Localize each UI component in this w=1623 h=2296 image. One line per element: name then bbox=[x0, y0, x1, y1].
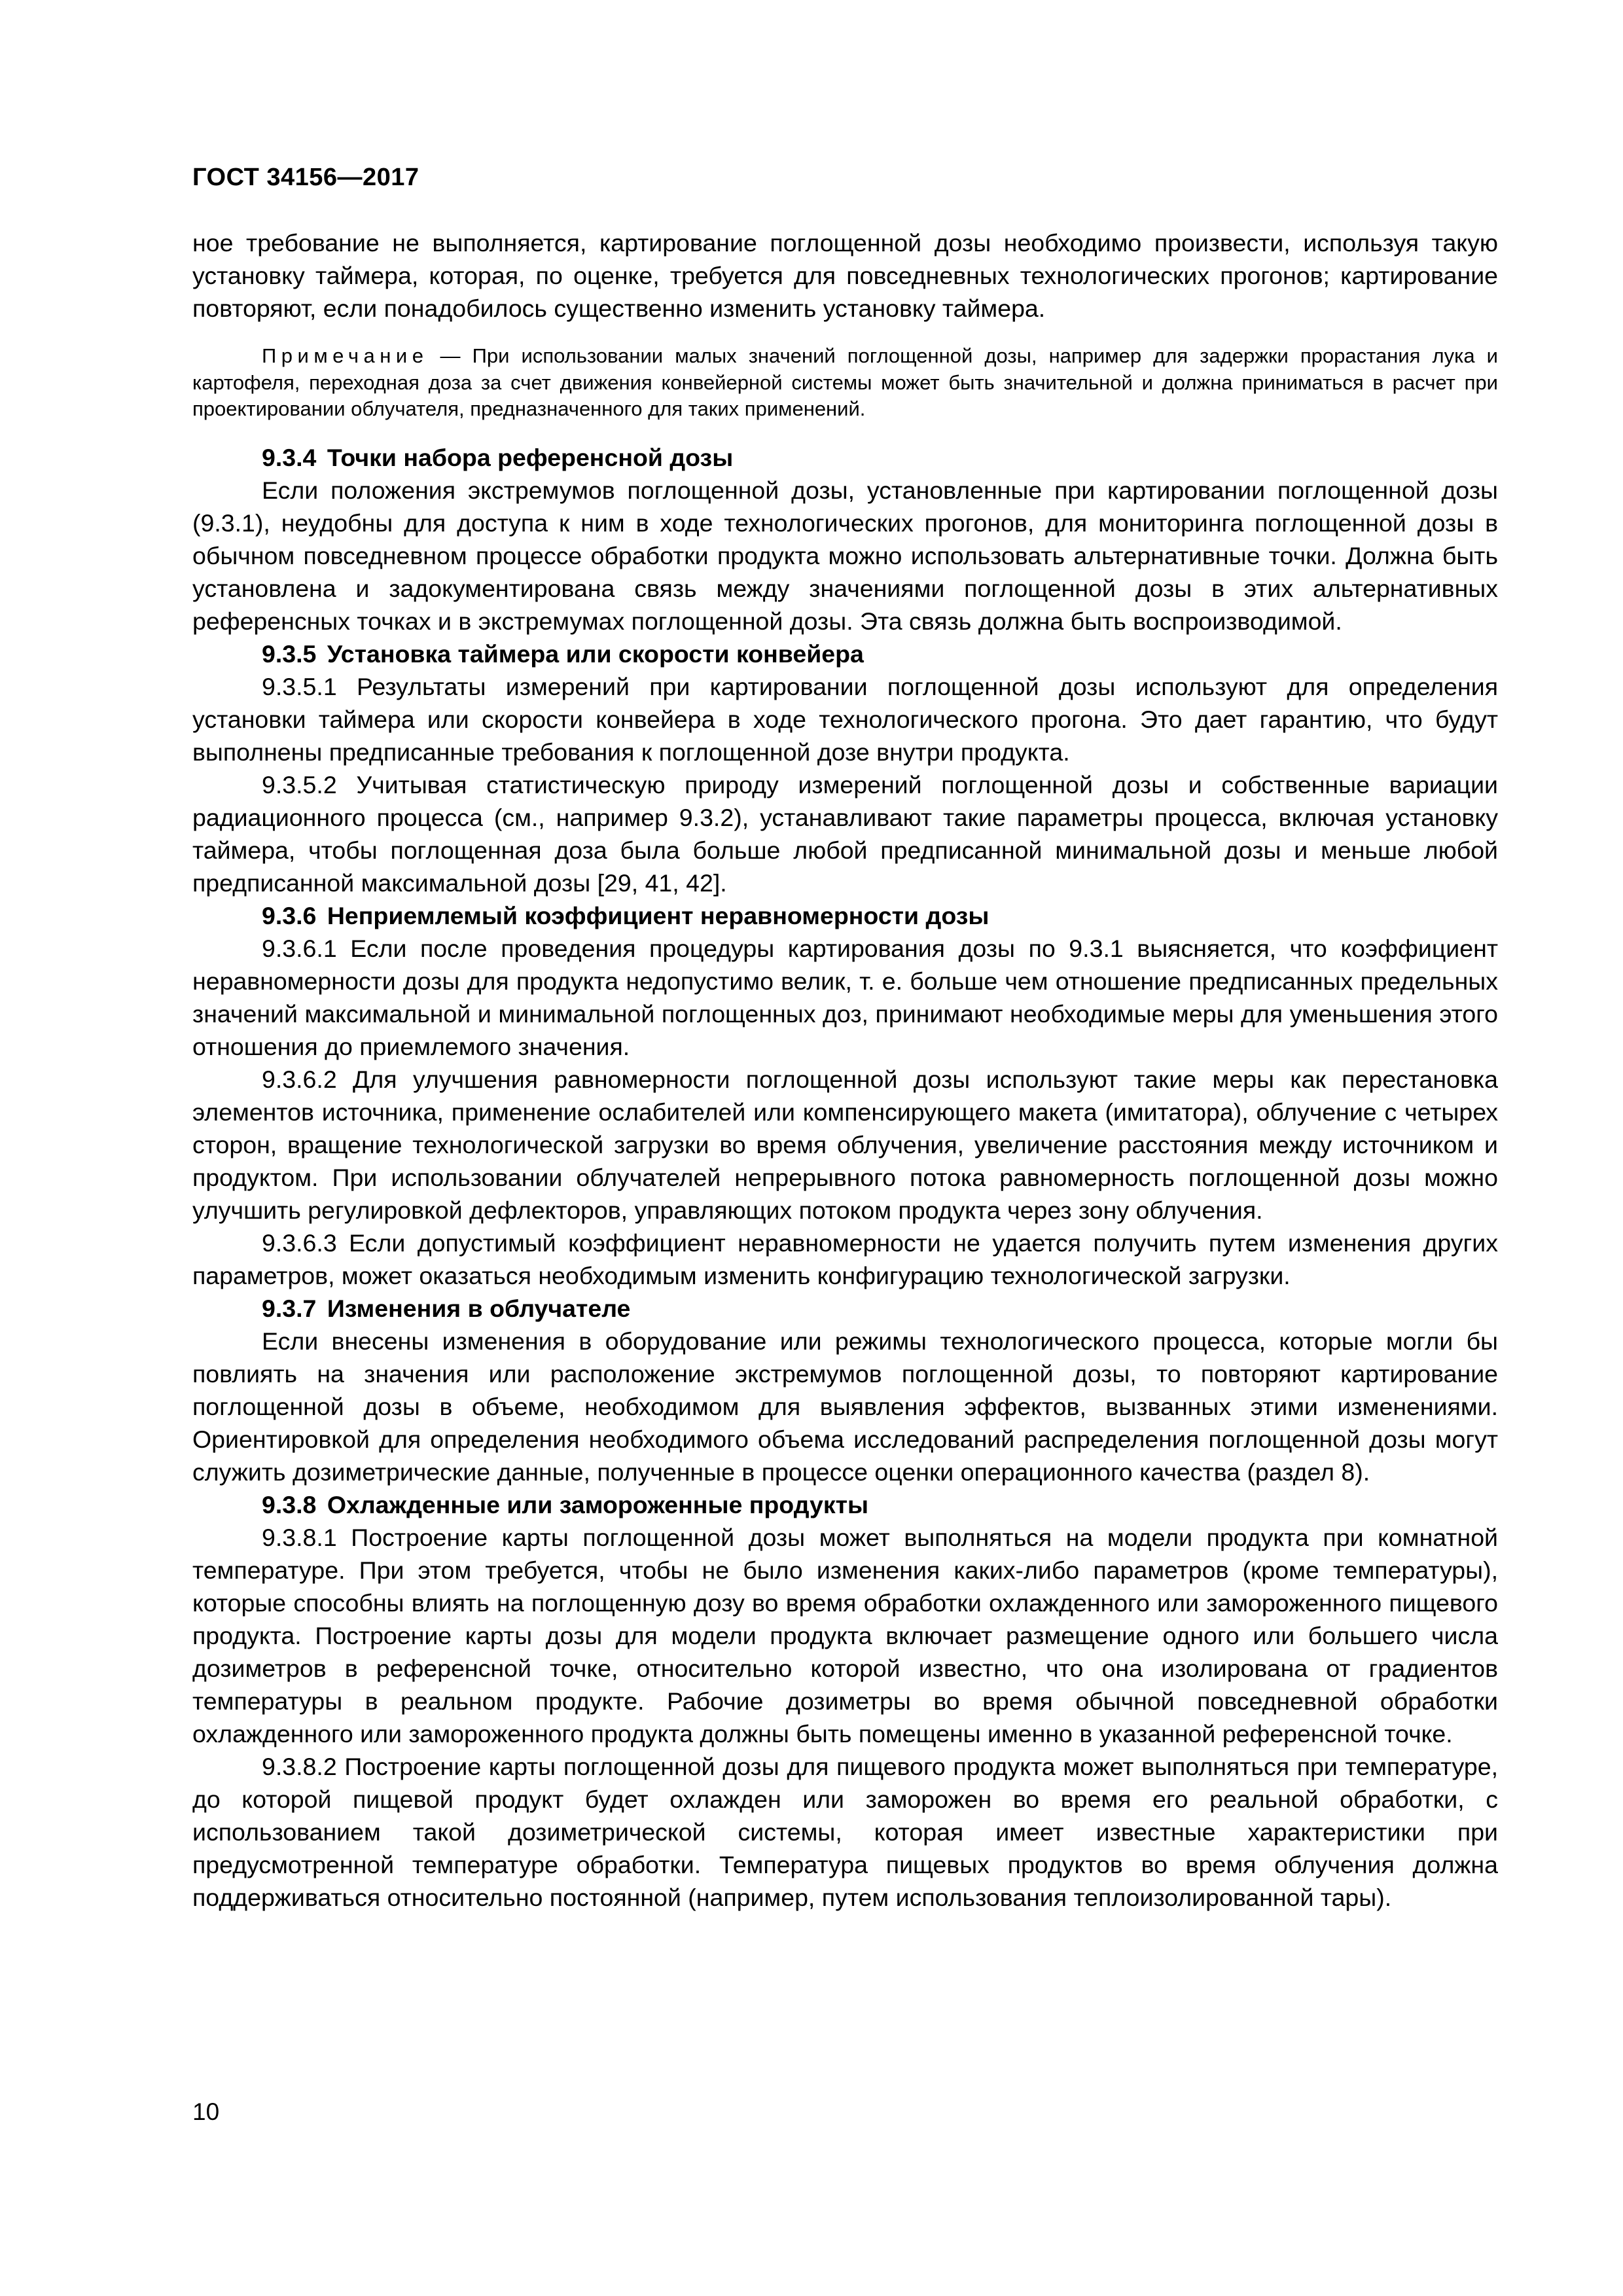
paragraph: Если положения экстремумов поглощенной дозы, установленные при картировании поглощенной дозы (9.3.1), неудобны для доступа к ним в ходе технологических прогонов, для мониторинга поглощенной дозы в обычном повседневном процессе обработки продукта можно использовать альтернативные точки. Должна быть установлена и задокументирована связь между значениями поглощенной дозы в этих альтернативных референсных точках и в экстремумах поглощенной дозы. Эта связь должна быть воспроизводимой. bbox=[192, 476, 1498, 635]
section-number: 9.3.5 bbox=[262, 639, 317, 668]
section-title: Изменения в облучателе bbox=[327, 1294, 631, 1322]
intro-paragraph: ное требование не выполняется, картирование поглощенной дозы необходимо произвести, используя такую установку таймера, которая, по оценке, требуется для повседневных технологических прогонов; картирование повторяют, если понадобилось существенно изменить установку таймера. bbox=[192, 229, 1498, 322]
note-dash: — bbox=[428, 344, 473, 367]
paragraph: 9.3.6.1 Если после проведения процедуры картирования дозы по 9.3.1 выясняется, что коэффициент неравномерности дозы для продукта недопустимо велик, т. е. больше чем отношение предписанных предельных значений максимальной и минимальной поглощенных доз, принимают необходимые меры для уменьшения этого отношения до приемлемого значения. bbox=[192, 934, 1498, 1060]
page-number: 10 bbox=[192, 2098, 220, 2125]
section-heading-9-3-6 bbox=[192, 899, 1498, 932]
paragraph: 9.3.8.2 Построение карты поглощенной дозы для пищевого продукта может выполняться при температуре, до которой пищевой продукт будет охлажден или заморожен во время его реальной обработки, с использованием такой дозиметрической системы, которая имеет известные характеристики при предусмотренной температуре обработки. Температура пищевых продуктов во время облучения должна поддерживаться относительно постоянной (например, путем использования теплоизолированной тары). bbox=[192, 1752, 1498, 1911]
paragraph: 9.3.6.2 Для улучшения равномерности поглощенной дозы используют такие меры как перестановка элементов источника, применение ослабителей или компенсирующего макета (имитатора), облучение с четырех сторон, вращение технологической загрузки во время облучения, увеличение расстояния между источником и продуктом. При использовании облучателей непрерывного потока равномерность поглощенной дозы можно улучшить регулировкой дефлекторов, управляющих потоком продукта через зону облучения. bbox=[192, 1065, 1498, 1224]
section-number: 9.3.8 bbox=[262, 1490, 317, 1518]
section-number: 9.3.4 bbox=[262, 443, 317, 471]
note-label: Примечание bbox=[262, 344, 429, 367]
section-title: Неприемлемый коэффициент неравномерности дозы bbox=[327, 901, 990, 929]
section-title: Установка таймера или скорости конвейера bbox=[327, 639, 864, 668]
section-heading-9-3-7 bbox=[192, 1292, 1498, 1325]
section-number: 9.3.6 bbox=[262, 901, 317, 929]
document-body bbox=[192, 226, 1498, 1914]
note bbox=[192, 343, 1498, 423]
paragraph: 9.3.5.1 Результаты измерений при картировании поглощенной дозы используют для определения установки таймера или скорости конвейера в ходе технологического прогона. Это дает гарантию, что будут выполнены предписанные требования к поглощенной дозе внутри продукта. bbox=[192, 672, 1498, 766]
document-page bbox=[192, 0, 1498, 2296]
section-title: Охлажденные или замороженные продукты bbox=[327, 1490, 868, 1518]
section-number: 9.3.7 bbox=[262, 1294, 317, 1322]
paragraph: 9.3.6.3 Если допустимый коэффициент неравномерности не удается получить путем изменения других параметров, может оказаться необходимым изменить конфигурацию технологической загрузки. bbox=[192, 1229, 1498, 1289]
note-text: При использовании малых значений поглощенной дозы, например для задержки прорастания лука и картофеля, переходная доза за счет движения конвейерной системы может быть значительной и должна приниматься в расчет при проектировании облучателя, предназначенного для таких применений. bbox=[192, 344, 1498, 420]
section-heading-9-3-8 bbox=[192, 1488, 1498, 1521]
document-code: ГОСТ 34156—2017 bbox=[192, 164, 419, 191]
paragraph: 9.3.5.2 Учитывая статистическую природу измерений поглощенной дозы и собственные вариации радиационного процесса (см., например 9.3.2), устанавливают такие параметры процесса, включая установку таймера, чтобы поглощенная доза была больше любой предписанной минимальной дозы и меньше любой предписанной максимальной дозы [29, 41, 42]. bbox=[192, 770, 1498, 897]
section-heading-9-3-5 bbox=[192, 637, 1498, 670]
section-title: Точки набора референсной дозы bbox=[327, 443, 734, 471]
paragraph: Если внесены изменения в оборудование или режимы технологического процесса, которые могли бы повлиять на значения или расположение экстремумов поглощенной дозы, то повторяют картирование поглощенной дозы в объеме, необходимом для выявления эффектов, вызванных этими изменениями. Ориентировкой для определения необходимого объема исследований распределения поглощенной дозы могут служить дозиметрические данные, полученные в процессе оценки операционного качества (раздел 8). bbox=[192, 1327, 1498, 1486]
section-heading-9-3-4 bbox=[192, 441, 1498, 474]
paragraph: 9.3.8.1 Построение карты поглощенной дозы может выполняться на модели продукта при комнатной температуре. При этом требуется, чтобы не было изменения каких-либо параметров (кроме температуры), которые способны влиять на поглощенную дозу во время обработки охлажденного или замороженного пищевого продукта. Построение карты дозы для модели продукта включает размещение одного или большего числа дозиметров в референсной точке, относительно которой известно, что она изолирована от градиентов температуры в реальном продукте. Рабочие дозиметры во время обычной повседневной обработки охлажденного или замороженного продукта должны быть помещены именно в указанной референсной точке. bbox=[192, 1523, 1498, 1748]
